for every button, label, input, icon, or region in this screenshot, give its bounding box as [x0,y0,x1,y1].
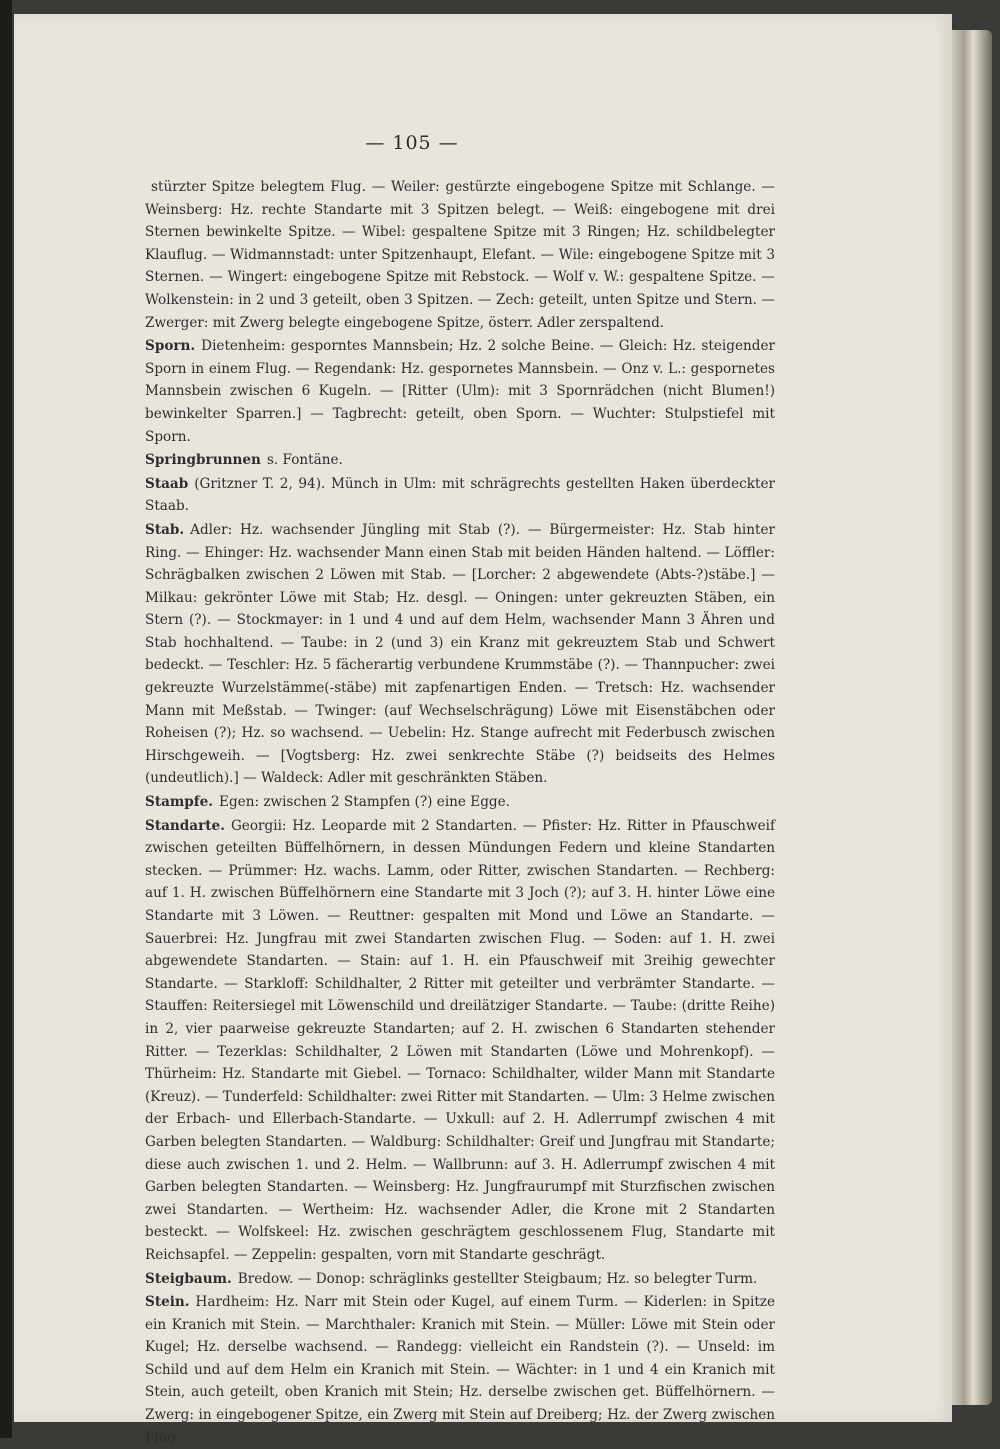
page-number: — 105 — [365,132,459,154]
entry-lemma: Stein. [145,1294,190,1311]
entry-text: Hardheim: Hz. Narr mit Stein oder Kugel, auf einem Turm. — Kiderlen: in Spitze ein Kranich mit Stein. — Marchthaler: Kranich mit Stein. — Müller: Löwe mit Stein oder Kugel; Hz. derselbe wachsend. — Randegg: vielleicht ein Randstein (?). — Unseld: im Schild und auf dem Helm ein Kranich mit Stein. — Wächter: in 1 und 4 ein Kranich mit Stein, auch geteilt, oben Kranich mit Stein; Hz. derselbe zwischen get. Büffelhörnern. — Zwerg: in eingebogener Spitze, ein Zwerg mit Stein auf Dreiberg; Hz. der Zwerg zwischen Flug. [145,1294,775,1446]
entry-text: Dietenheim: gesporntes Mannsbein; Hz. 2 solche Beine. — Gleich: Hz. steigender Sporn in einem Flug. — Regendank: Hz. gespornetes Mannsbein. — Onz v. L.: gespornetes Mannsbein zwischen 6 Kugeln. — [Ritter (Ulm): mit 3 Spornrädchen (nicht Blumen!) bewinkelter Sparren.] — Tagbrecht: geteilt, oben Sporn. — Wuchter: Stulpstiefel mit Sporn. [145,338,775,445]
page-text [145,176,775,1449]
entry-standarte [145,815,775,1267]
entry-lemma: Steigbaum. [145,1270,232,1287]
book-binding [0,0,12,1438]
entry-springbrunnen [145,449,775,472]
book-page [14,14,952,1446]
entry-steigbaum [145,1268,775,1291]
entry-text: stürzter Spitze belegtem Flug. — Weiler: gestürzte eingebogene Spitze mit Schlange. — Weinsberg: Hz. rechte Standarte mit 3 Spitzen belegt. — Weiß: eingebogene mit drei Sternen bewinkelte Spitze. — Wibel: gespaltene Spitze mit 3 Ringen; Hz. schildbelegter Klauflug. — Widmannstadt: unter Spitzenhaupt, Elefant. — Wile: eingebogene Spitze mit 3 Sternen. — Wingert: eingebogene Spitze mit Rebstock. — Wolf v. W.: gespaltene Spitze. — Wolkenstein: in 2 und 3 geteilt, oben 3 Spitzen. — Zech: geteilt, unten Spitze und Stern. — Zwerger: mit Zwerg belegte eingebogene Spitze, österr. Adler zerspaltend. [145,179,775,331]
entry-lemma: Stab. [145,521,185,538]
entry-stampfe [145,791,775,814]
entry-text: Egen: zwischen 2 Stampfen (?) eine Egge. [219,794,510,811]
entry-lemma: Sporn. [145,338,196,355]
entry-stein [145,1291,775,1449]
entry-text: Adler: Hz. wachsender Jüngling mit Stab (?). — Bürgermeister: Hz. Stab hinter Ring. — Ehinger: Hz. wachsender Mann einen Stab mit beiden Händen haltend. — Löffler: Schrägbalken zwischen 2 Löwen mit Stab. — [Lorcher: 2 abgewendete (Abts-?)stäbe.] — Milkau: gekrönter Löwe mit Stab; Hz. desgl. — Oningen: unter gekreuzten Stäben, ein Stern (?). — Stockmayer: in 1 und 4 und auf dem Helm, wachsender Mann 3 Ähren und Stab hochhaltend. — Taube: in 2 (und 3) ein Kranz mit gekreuztem Stab und Schwert bedeckt. — Teschler: Hz. 5 fächerartig verbundene Krummstäbe (?). — Thannpucher: zwei gekreuzte Wurzelstämme(-stäbe) mit zapfenartigen Enden. — Tretsch: Hz. wachsender Mann mit Meßstab. — Twinger: (auf Wechselschrägung) Löwe mit Eisenstäbchen oder Roheisen (?); Hz. so wachsend. — Uebelin: Hz. Stange aufrecht mit Federbusch zwischen Hirschgeweih. — [Vogtsberg: Hz. zwei senkrechte Stäbe (?) beidseits des Helmes (undeutlich).] — Waldeck: Adler mit geschränkten Stäben. [145,521,775,787]
entry-text: (Gritzner T. 2, 94). Münch in Ulm: mit schrägrechts gestellten Haken überdeckter Staab. [145,475,775,515]
entry-stab [145,519,775,790]
entry-lemma: Springbrunnen [145,452,261,469]
entry-text: s. Fontäne. [266,452,343,469]
entry-staab [145,473,775,518]
entry-lemma: Standarte. [145,817,225,834]
entry-spitze-continued [145,176,775,334]
entry-lemma: Stampfe. [145,794,214,811]
entry-text: Bredow. — Donop: schräglinks gestellter Steigbaum; Hz. so belegter Turm. [237,1270,758,1287]
entry-text: Georgii: Hz. Leoparde mit 2 Standarten. — Pfister: Hz. Ritter in Pfauschweif zwischen geteilten Büffelhörnern, in dessen Mündungen Federn und kleine Standarten stecken. — Prümmer: Hz. wachs. Lamm, oder Ritter, zwischen Standarten. — Rechberg: auf 1. H. zwischen Büffelhörnern eine Standarte mit 3 Joch (?); auf 3. H. hinter Löwe eine Standarte mit 3 Löwen. — Reuttner: gespalten mit Mond und Löwe an Standarte. — Sauerbrei: Hz. Jungfrau mit zwei Standarten zwischen Flug. — Soden: auf 1. H. zwei abgewendete Standarten. — Stain: auf 1. H. ein Pfauschweif mit 3reihig gewechter Standarte. — Starkloff: Schildhalter, 2 Ritter mit geteilter und verbrämter Standarte. — Stauffen: Reitersiegel mit Löwenschild und dreilätziger Standarte. — Taube: (dritte Reihe) in 2, vier paarweise gekreuzte Standarten; auf 2. H. zwischen 6 Standarten stehender Ritter. — Tezerklas: Schildhalter, 2 Löwen mit Standarten (Löwe und Mohrenkopf). — Thürheim: Hz. Standarte mit Giebel. — Tornaco: Schildhalter, wilder Mann mit Standarte (Kreuz). — Tunderfeld: Schildhalter: zwei Ritter mit Standarten. — Ulm: 3 Helme zwischen der Erbach- und Ellerbach-Standarte. — Uxkull: auf 2. H. Adlerrumpf zwischen 4 mit Garben belegten Standarten. — Waldburg: Schildhalter: Greif und Jungfrau mit Standarte; diese auch zwischen 1. und 2. Helm. — Wallbrunn: auf 3. H. Adlerrumpf zwischen 4 mit Garben belegten Standarten. — Weinsberg: Hz. Jungfraurumpf mit Sturzfischen zwischen zwei Standarten. — Wertheim: Hz. wachsender Adler, die Krone mit 2 Standarten besteckt. — Wolfskeel: Hz. zwischen geschrägtem geschlossenem Flug, Standarte mit Reichsapfel. — Zeppelin: gespalten, vorn mit Standarte geschrägt. [145,817,775,1263]
entry-lemma: Staab [145,475,189,492]
entry-sporn [145,335,775,448]
